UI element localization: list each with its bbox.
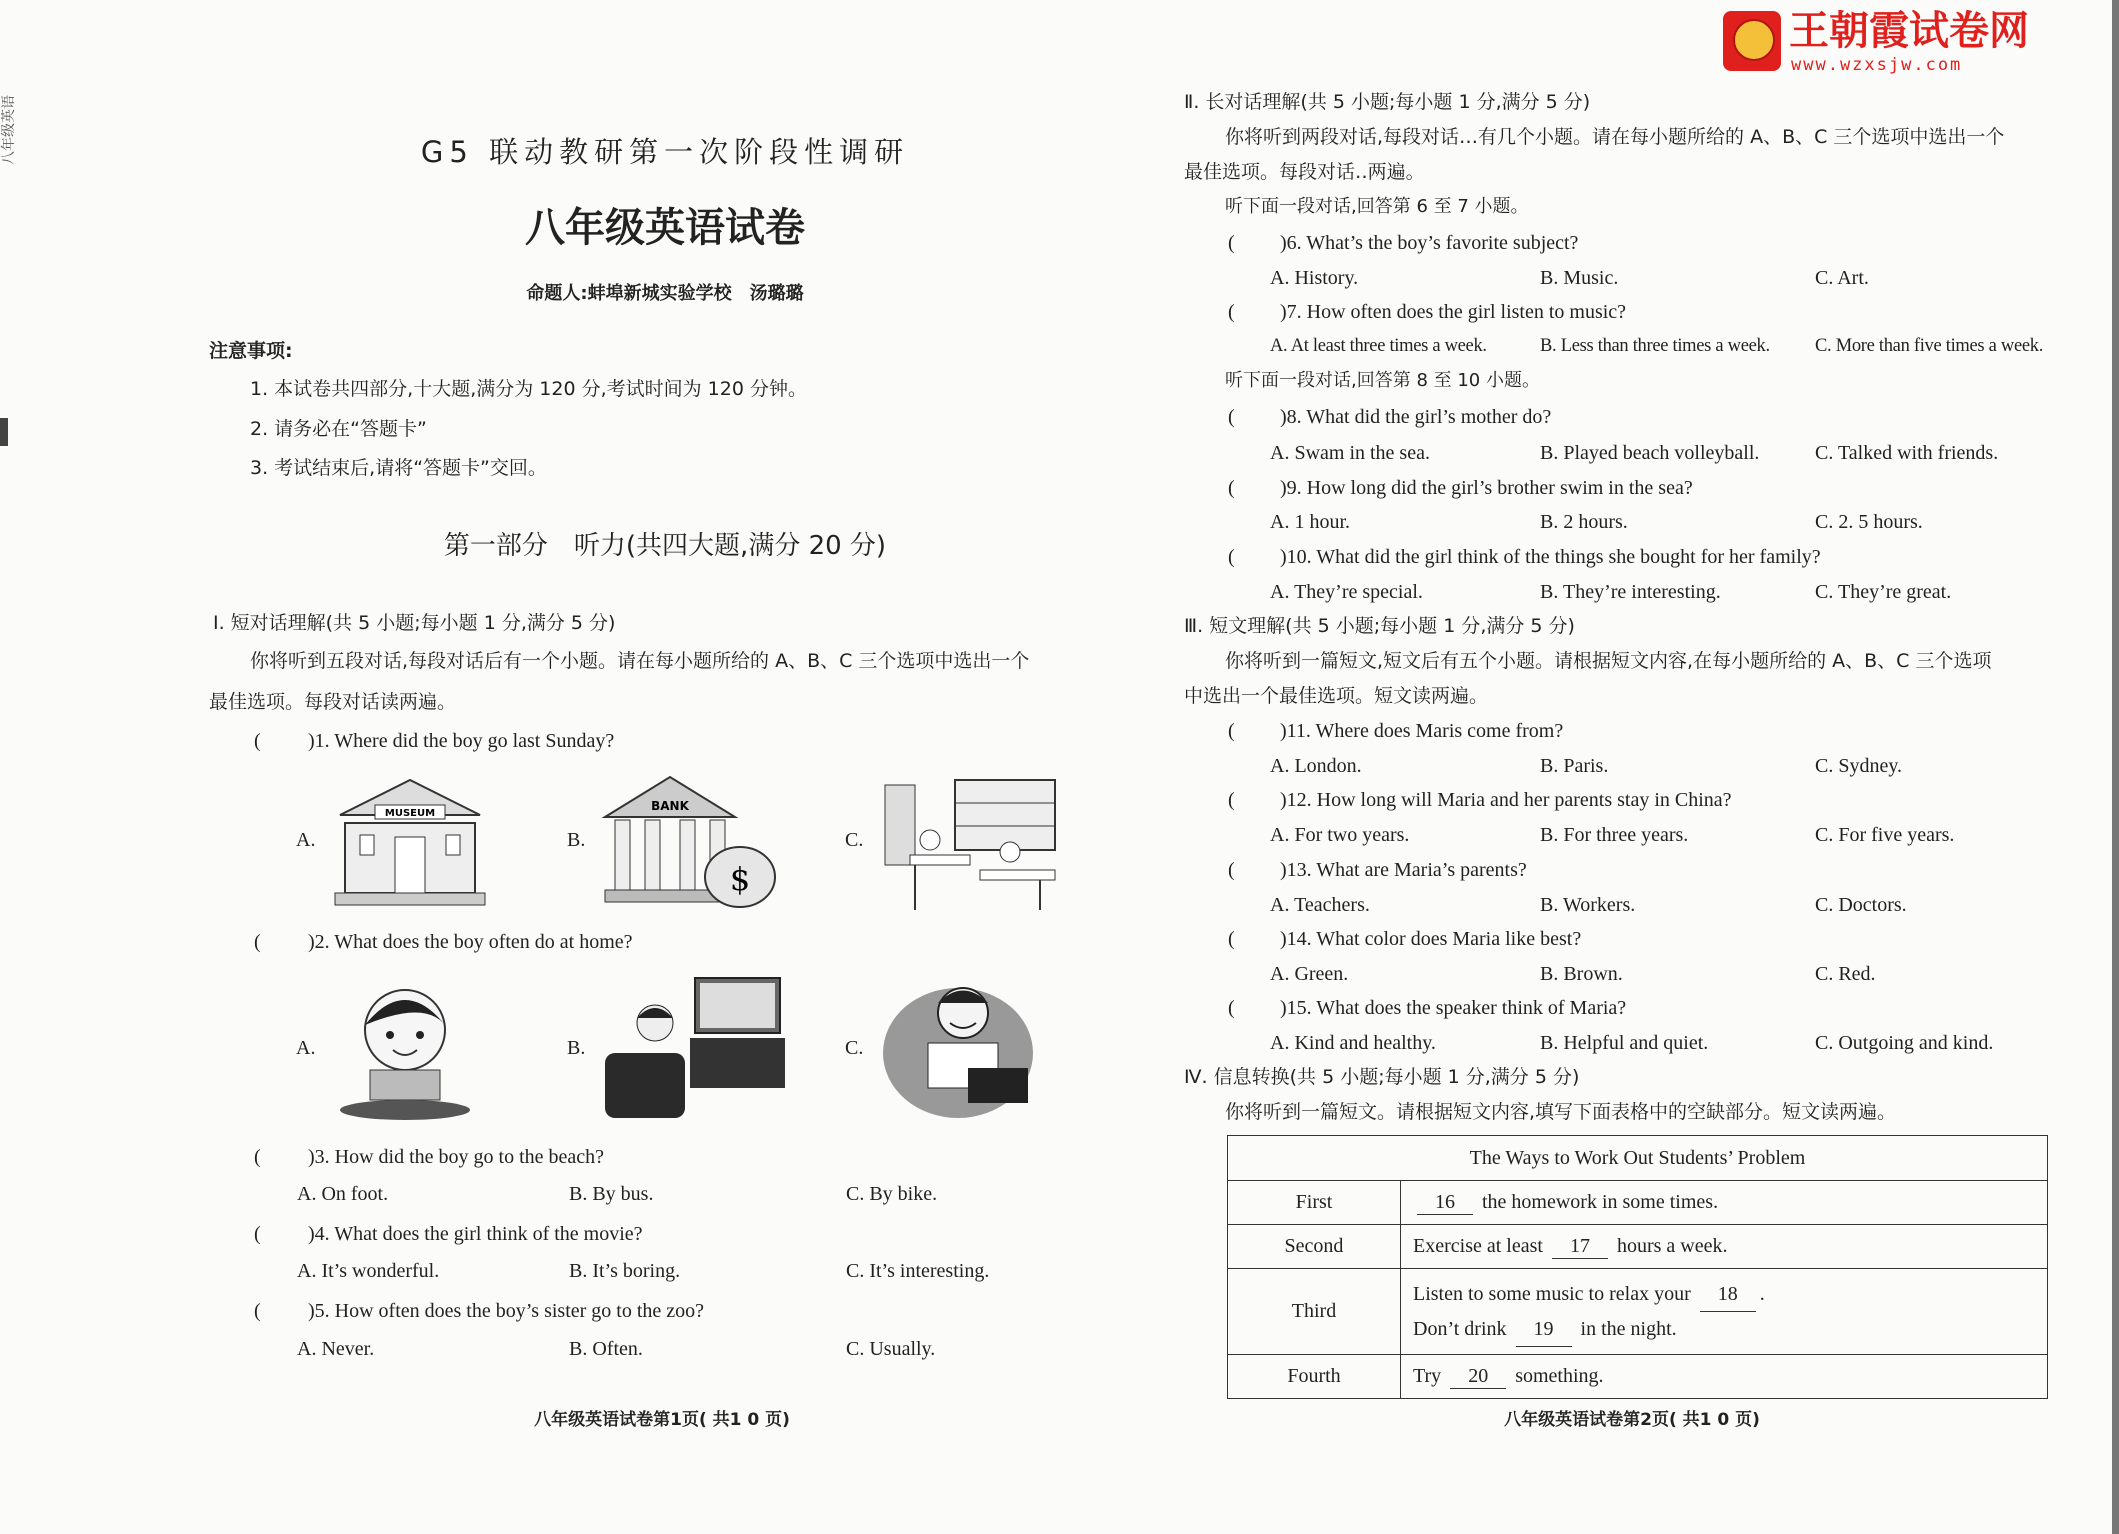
blank-17[interactable]: 17 bbox=[1552, 1235, 1608, 1259]
answer-paren[interactable]: ( bbox=[1228, 997, 1235, 1019]
row-key: Second bbox=[1228, 1225, 1401, 1269]
option-b: B. 2 hours. bbox=[1540, 511, 1628, 533]
option-c: C. It’s interesting. bbox=[846, 1260, 990, 1282]
dollar-sign: $ bbox=[729, 860, 751, 898]
option-c: C. Talked with friends. bbox=[1815, 442, 1999, 464]
section-instructions: 你将听到五段对话,每段对话后有一个小题。请在每小题所给的 A、B、C 三个选项中选出一个 bbox=[250, 650, 1030, 672]
section-instructions: 你将听到一篇短文,短文后有五个小题。请根据短文内容,在每小题所给的 A、B、C 三个选项 bbox=[1225, 650, 1992, 672]
row-text: Listen to some music to relax your bbox=[1413, 1282, 1691, 1305]
option-c: C. They’re great. bbox=[1815, 581, 1952, 603]
option-b: B. Music. bbox=[1540, 267, 1619, 289]
answer-paren[interactable]: ( bbox=[1228, 301, 1235, 323]
section-instructions: 最佳选项。每段对话‥两遍。 bbox=[1184, 161, 1425, 183]
option-c: C. 2. 5 hours. bbox=[1815, 511, 1923, 533]
logo-emblem-icon bbox=[1723, 11, 1781, 71]
sub-instruction: 听下面一段对话,回答第 6 至 7 小题。 bbox=[1225, 196, 1529, 217]
option-c: C. Doctors. bbox=[1815, 894, 1907, 916]
row-text: something. bbox=[1515, 1364, 1604, 1387]
table-row bbox=[1228, 1181, 2048, 1225]
question-1: )1. Where did the boy go last Sunday? bbox=[308, 730, 615, 752]
option-c: C. Red. bbox=[1815, 963, 1876, 985]
blank-16[interactable]: 16 bbox=[1417, 1191, 1473, 1215]
blank-20[interactable]: 20 bbox=[1450, 1365, 1506, 1389]
question-10: )10. What did the girl think of the things she bought for her family? bbox=[1280, 546, 1821, 568]
answer-paren[interactable]: ( bbox=[1228, 477, 1235, 499]
note-item: 1. 本试卷共四部分,十大题,满分为 120 分,考试时间为 120 分钟。 bbox=[250, 378, 807, 400]
museum-picture bbox=[330, 775, 490, 910]
row-text: the homework in some times. bbox=[1482, 1190, 1719, 1213]
option-label-b: B. bbox=[567, 1037, 586, 1059]
option-b: B. Workers. bbox=[1540, 894, 1636, 916]
option-b: B. Less than three times a week. bbox=[1540, 336, 1770, 356]
answer-paren[interactable]: ( bbox=[1228, 232, 1235, 254]
answer-paren[interactable]: ( bbox=[254, 730, 261, 752]
answer-paren[interactable]: ( bbox=[1228, 928, 1235, 950]
boy-watching-tv-picture bbox=[600, 973, 790, 1123]
option-a: A. They’re special. bbox=[1270, 581, 1423, 603]
option-b: B. They’re interesting. bbox=[1540, 581, 1721, 603]
option-b: B. Played beach volleyball. bbox=[1540, 442, 1760, 464]
site-logo bbox=[1723, 8, 2033, 75]
boy-drawing-picture bbox=[335, 975, 475, 1123]
option-a: A. Never. bbox=[297, 1338, 375, 1360]
option-label-c: C. bbox=[845, 829, 864, 851]
option-b: B. Brown. bbox=[1540, 963, 1623, 985]
museum-sign: MUSEUM bbox=[384, 808, 436, 819]
answer-paren[interactable]: ( bbox=[254, 931, 261, 953]
section-title: Ⅱ. 长对话理解(共 5 小题;每小题 1 分,满分 5 分) bbox=[1184, 91, 1591, 113]
option-b: B. It’s boring. bbox=[569, 1260, 681, 1282]
part-title: 第一部分 听力(共四大题,满分 20 分) bbox=[443, 531, 887, 561]
question-6: )6. What’s the boy’s favorite subject? bbox=[1280, 232, 1579, 254]
section-title: Ⅰ. 短对话理解(共 5 小题;每小题 1 分,满分 5 分) bbox=[213, 612, 616, 634]
note-item: 2. 请务必在“答题卡” bbox=[250, 418, 427, 440]
library-picture bbox=[880, 770, 1075, 915]
bank-picture bbox=[600, 772, 780, 912]
section-title: Ⅲ. 短文理解(共 5 小题;每小题 1 分,满分 5 分) bbox=[1184, 615, 1575, 637]
option-b: B. Paris. bbox=[1540, 755, 1609, 777]
table-title: The Ways to Work Out Students’ Problem bbox=[1228, 1136, 2048, 1181]
option-c: C. Sydney. bbox=[1815, 755, 1903, 777]
row-text: Don’t drink bbox=[1413, 1317, 1507, 1340]
option-a: A. London. bbox=[1270, 755, 1362, 777]
scan-edge-left bbox=[0, 418, 8, 446]
blank-19[interactable]: 19 bbox=[1516, 1312, 1572, 1347]
row-text: hours a week. bbox=[1616, 1234, 1728, 1257]
option-label-a: A. bbox=[296, 829, 316, 851]
answer-paren[interactable]: ( bbox=[254, 1223, 261, 1245]
answer-paren[interactable]: ( bbox=[1228, 406, 1235, 428]
man-at-computer-picture bbox=[878, 968, 1038, 1123]
option-label-c: C. bbox=[845, 1037, 864, 1059]
row-key: Fourth bbox=[1228, 1355, 1401, 1399]
option-a: A. It’s wonderful. bbox=[297, 1260, 440, 1282]
option-b: B. For three years. bbox=[1540, 824, 1689, 846]
section-instructions: 你将听到两段对话,每段对话…有几个小题。请在每小题所给的 A、B、C 三个选项中选出一个 bbox=[1225, 126, 2005, 148]
page-footer: 八年级英语试卷第2页( 共1 0 页) bbox=[1504, 1410, 1760, 1430]
option-a: A. For two years. bbox=[1270, 824, 1410, 846]
exam-subtitle: G5 联动教研第一次阶段性调研 bbox=[420, 135, 910, 169]
row-text: Exercise at least bbox=[1413, 1234, 1543, 1257]
question-12: )12. How long will Maria and her parents stay in China? bbox=[1280, 789, 1732, 811]
table-row bbox=[1228, 1269, 2048, 1355]
question-8: )8. What did the girl’s mother do? bbox=[1280, 406, 1552, 428]
question-13: )13. What are Maria’s parents? bbox=[1280, 859, 1527, 881]
answer-paren[interactable]: ( bbox=[1228, 720, 1235, 742]
option-c: C. Art. bbox=[1815, 267, 1869, 289]
option-a: A. On foot. bbox=[297, 1183, 389, 1205]
option-a: A. History. bbox=[1270, 267, 1359, 289]
question-3: )3. How did the boy go to the beach? bbox=[308, 1146, 605, 1168]
sub-instruction: 听下面一段对话,回答第 8 至 10 小题。 bbox=[1225, 370, 1540, 391]
option-label-a: A. bbox=[296, 1037, 316, 1059]
option-a: A. At least three times a week. bbox=[1270, 336, 1487, 356]
exam-author: 命题人:蚌埠新城实验学校 汤璐璐 bbox=[526, 283, 804, 304]
option-a: A. Kind and healthy. bbox=[1270, 1032, 1436, 1054]
option-c: C. More than five times a week. bbox=[1815, 336, 2044, 356]
section-title: Ⅳ. 信息转换(共 5 小题;每小题 1 分,满分 5 分) bbox=[1184, 1066, 1580, 1088]
section-instructions: 最佳选项。每段对话读两遍。 bbox=[209, 691, 457, 713]
blank-18[interactable]: 18 bbox=[1700, 1277, 1756, 1312]
option-c: C. Usually. bbox=[846, 1338, 936, 1360]
option-c: C. By bike. bbox=[846, 1183, 938, 1205]
option-a: A. Teachers. bbox=[1270, 894, 1370, 916]
logo-name: 王朝霞试卷网 bbox=[1789, 8, 2029, 54]
page-footer: 八年级英语试卷第1页( 共1 0 页) bbox=[534, 1410, 790, 1430]
row-text: in the night. bbox=[1580, 1317, 1677, 1340]
logo-url: www.wzxsjw.com bbox=[1791, 55, 1963, 75]
section-instructions: 你将听到一篇短文。请根据短文内容,填写下面表格中的空缺部分。短文读两遍。 bbox=[1225, 1101, 1897, 1123]
option-b: B. Often. bbox=[569, 1338, 643, 1360]
row-key: Third bbox=[1228, 1269, 1401, 1355]
bank-sign: BANK bbox=[651, 799, 689, 813]
option-a: A. 1 hour. bbox=[1270, 511, 1350, 533]
table-row bbox=[1228, 1355, 2048, 1399]
answer-paren[interactable]: ( bbox=[1228, 789, 1235, 811]
option-c: C. Outgoing and kind. bbox=[1815, 1032, 1994, 1054]
section-instructions: 中选出一个最佳选项。短文读两遍。 bbox=[1184, 685, 1489, 707]
row-key: First bbox=[1228, 1181, 1401, 1225]
option-b: B. By bus. bbox=[569, 1183, 654, 1205]
question-14: )14. What color does Maria like best? bbox=[1280, 928, 1582, 950]
exam-title: 八年级英语试卷 bbox=[525, 205, 805, 251]
answer-paren[interactable]: ( bbox=[254, 1300, 261, 1322]
row-text: . bbox=[1759, 1282, 1765, 1305]
table-row bbox=[1228, 1225, 2048, 1269]
option-c: C. For five years. bbox=[1815, 824, 1955, 846]
note-item: 3. 考试结束后,请将“答题卡”交回。 bbox=[250, 457, 547, 479]
question-15: )15. What does the speaker think of Maria? bbox=[1280, 997, 1627, 1019]
answer-paren[interactable]: ( bbox=[1228, 859, 1235, 881]
option-label-b: B. bbox=[567, 829, 586, 851]
question-7: )7. How often does the girl listen to music? bbox=[1280, 301, 1627, 323]
question-2: )2. What does the boy often do at home? bbox=[308, 931, 633, 953]
question-9: )9. How long did the girl’s brother swim in the sea? bbox=[1280, 477, 1693, 499]
side-label: 八年级英语 bbox=[1, 95, 17, 165]
question-11: )11. Where does Maris come from? bbox=[1280, 720, 1564, 742]
scan-edge-right bbox=[2112, 0, 2119, 1534]
question-4: )4. What does the girl think of the movie? bbox=[308, 1223, 643, 1245]
row-text: Try bbox=[1413, 1364, 1442, 1387]
answer-paren[interactable]: ( bbox=[254, 1146, 261, 1168]
question-5: )5. How often does the boy’s sister go to the zoo? bbox=[308, 1300, 705, 1322]
option-b: B. Helpful and quiet. bbox=[1540, 1032, 1709, 1054]
option-a: A. Swam in the sea. bbox=[1270, 442, 1430, 464]
info-table bbox=[1227, 1135, 2048, 1399]
answer-paren[interactable]: ( bbox=[1228, 546, 1235, 568]
option-a: A. Green. bbox=[1270, 963, 1349, 985]
notes-title: 注意事项: bbox=[209, 340, 293, 362]
